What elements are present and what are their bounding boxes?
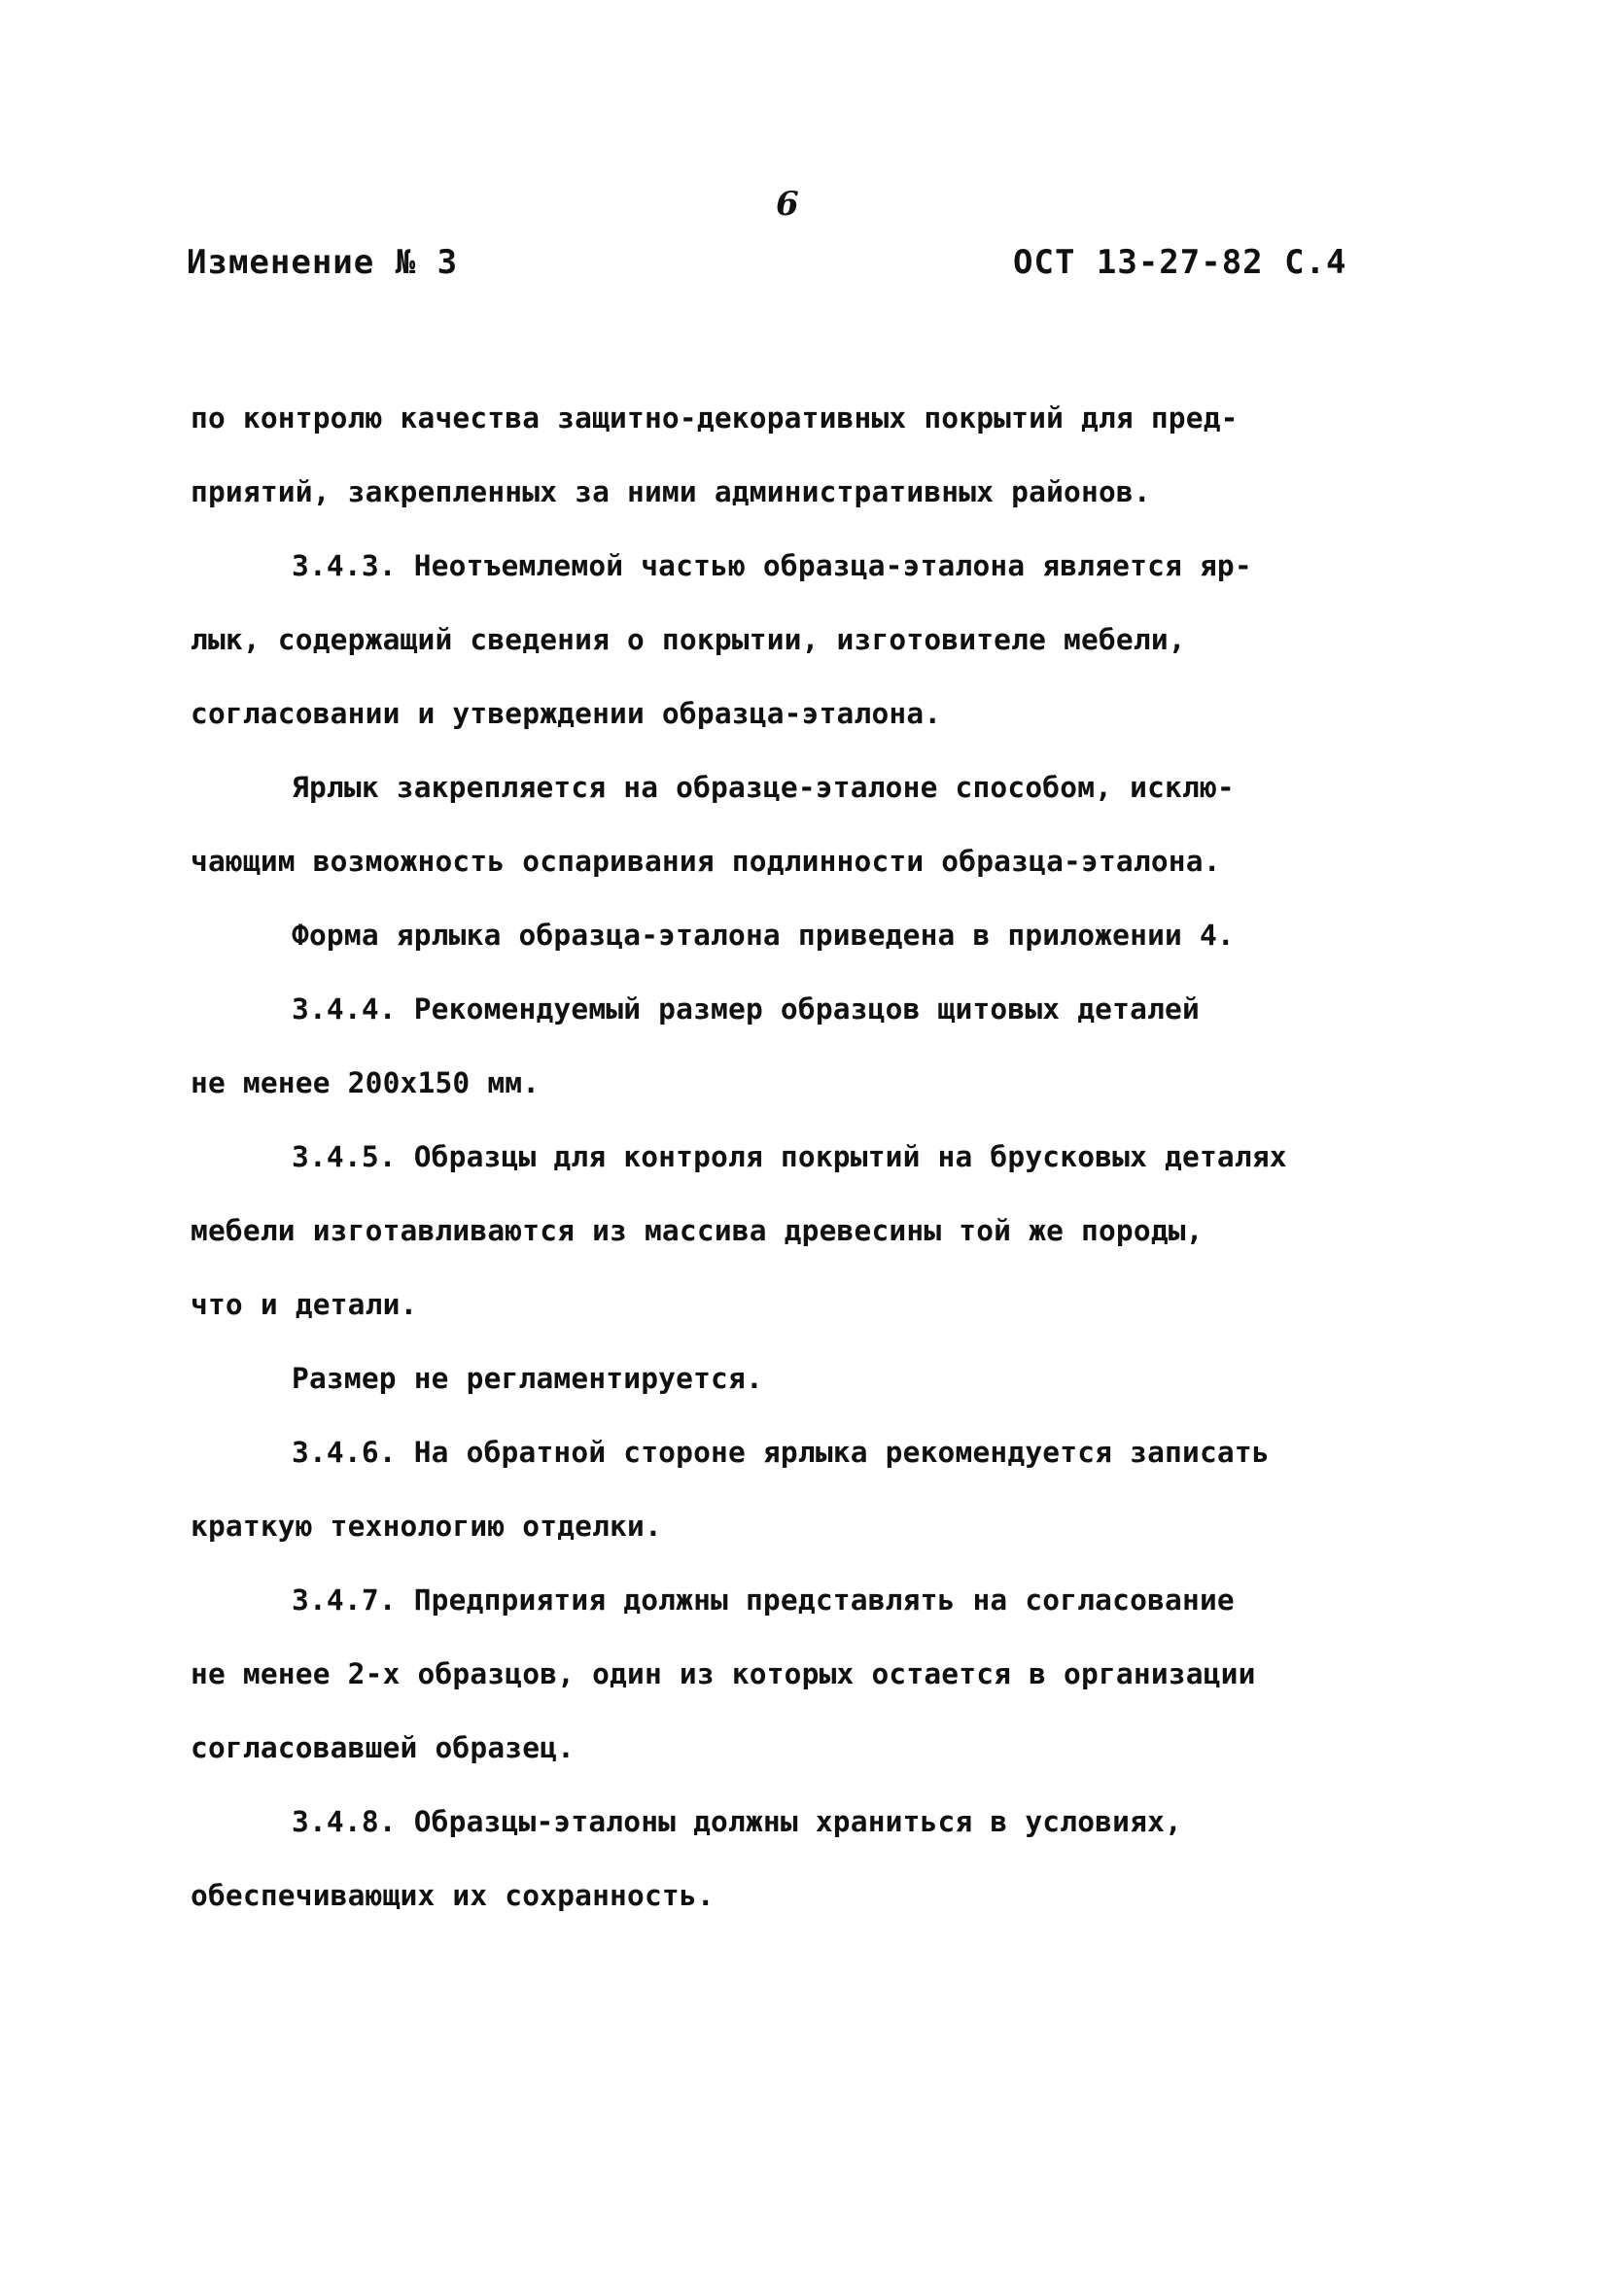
document-body — [191, 381, 1415, 1932]
standard-code-header: ОСТ 13-27-82 С.4 — [1013, 243, 1347, 282]
clause-3-4-5: 3.4.5. Образцы для контроля покрытий на брусковых деталях — [292, 1140, 1287, 1173]
text-line: согласовании и утверждении образца-эталона. — [191, 697, 942, 730]
clause-3-4-6: 3.4.6. На обратной стороне ярлыка рекомендуется записать — [292, 1436, 1270, 1469]
clause-3-4-8: 3.4.8. Образцы-эталоны должны храниться в условиях, — [292, 1805, 1182, 1838]
text-line: не менее 200x150 мм. — [191, 1066, 541, 1099]
text-line: краткую технологию отделки. — [191, 1510, 662, 1543]
page-number: 6 — [776, 185, 799, 224]
paragraph-size: Размер не регламентируется. — [292, 1362, 763, 1395]
clause-3-4-4: 3.4.4. Рекомендуемый размер образцов щитовых деталей — [292, 992, 1200, 1026]
text-line: не менее 2-х образцов, один из которых остается в организации — [191, 1657, 1256, 1690]
text-line: лык, содержащий сведения о покрытии, изготовителе мебели, — [191, 623, 1186, 656]
paragraph-label-form: Форма ярлыка образца-эталона приведена в приложении 4. — [292, 919, 1235, 952]
clause-3-4-7: 3.4.7. Предприятия должны представлять на согласование — [292, 1583, 1235, 1617]
amendment-header: Изменение № 3 — [187, 243, 459, 282]
text-line: мебели изготавливаются из массива древесины той же породы, — [191, 1214, 1204, 1247]
text-line: приятий, закрепленных за ними административных районов. — [191, 475, 1151, 508]
paragraph-label-attachment: Ярлык закрепляется на образце-эталоне способом, исклю- — [292, 771, 1235, 804]
text-line: обеспечивающих их сохранность. — [191, 1879, 715, 1912]
text-line: согласовавшей образец. — [191, 1731, 576, 1764]
text-line: по контролю качества защитно-декоративных покрытий для пред- — [191, 401, 1239, 435]
text-line: что и детали. — [191, 1288, 418, 1321]
text-line: чающим возможность оспаривания подлинности образца-эталона. — [191, 845, 1221, 878]
clause-3-4-3: 3.4.3. Неотъемлемой частью образца-эталона является яр- — [292, 549, 1252, 582]
